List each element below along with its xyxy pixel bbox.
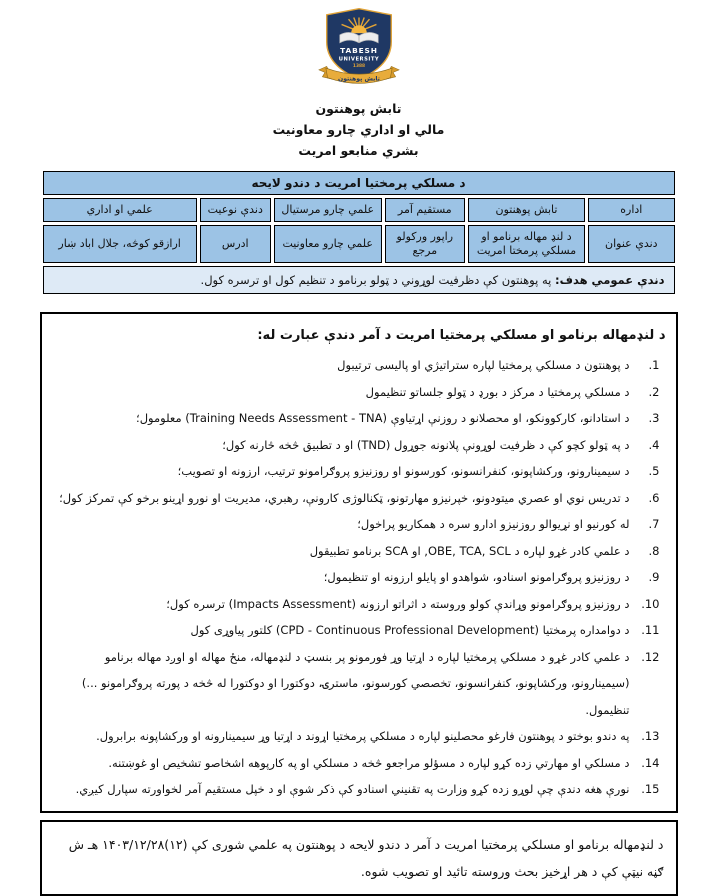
duty-text: د تدریس نوي او عصري میتودونو، خپرنیزو مهارتونو، ټکنالوژی کارونې، رهبري، مدیریت او نورو اړینو برخو کې تمرکز کول؛ (59, 490, 630, 505)
duty-item-13 (54, 723, 666, 750)
duty-text: د روزنیزو پروګرامونو اسنادو، شواهدو او پایلو ارزونه او تنظیمول؛ (323, 570, 630, 584)
duty-text: د سیمینارونو، ورکشاپونو، کنفرانسونو، کورسونو او روزنیزو پروګرامونو ترتیب، ارزونه او تصویب؛ (177, 464, 630, 478)
job-info-table (40, 168, 678, 297)
value-direct-supervisor: علمي چارو مرستیال (274, 198, 382, 222)
duty-text: د روزنیزو پروګرامونو وړاندې کولو وروسته د اثراتو ارزونه (Impacts Assessment) ترسره کول؛ (166, 596, 630, 611)
duty-item-2 (54, 379, 666, 406)
duty-number: 7. (648, 517, 660, 531)
value-reporting-authority: علمي چارو معاونیت (274, 225, 382, 263)
table-title: د مسلکي پرمختیا امریت د دندو لایحه (43, 171, 675, 195)
duty-number: 1. (648, 358, 660, 372)
org-line-deputy: مالي او اداري چارو معاونیت (272, 122, 445, 137)
duties-heading: د لنډمهاله برنامو او مسلکي پرمختیا امریت د آمر دندې عبارت له: (257, 328, 666, 343)
value-job-title: د لنډ مهاله برنامو او مسلکي پرمختا امریت (468, 225, 585, 263)
duty-text: د مسلکي پرمختیا د مرکز د بورډ د ټولو جلساتو تنظیمول (365, 384, 630, 399)
duty-text: د دوامداره پرمختیا (CPD - Continuous Professional Development) کلتور پیاوړی کول (190, 623, 630, 637)
label-job-title: دندې عنوان (588, 225, 674, 263)
university-logo (0, 0, 717, 89)
duty-number: 6. (648, 490, 660, 505)
org-line-university: تابش پوهنتون (315, 101, 402, 116)
approval-text: د لنډمهاله برنامو او مسلکي پرمختیا امریت د آمر د دندو لایحه د پوهنتون په علمي شوری کې (۱۲)۱۴۰۳/۱۲/۲۸ هـ ش ګڼه نیټې کې د هر اړخیز بحث وروسته تائید او تصویب شوه. (68, 836, 664, 879)
duty-text: د استادانو، کارکوونکو، او محصلانو د روزنې اړتیاوې (Training Needs Assessment - TNA) معلومول؛ (136, 411, 630, 425)
duty-item-9 (54, 564, 666, 591)
org-line-hr-directorate: بشري منابعو امریت (298, 143, 419, 158)
org-header (0, 98, 717, 161)
duty-number: 2. (648, 384, 660, 399)
objective-text: په پوهنتون کې دظرفیت لوړوني د ټولو برنامو د تنظیم کول او ترسره کول. (200, 273, 555, 287)
duty-item-3 (54, 405, 666, 432)
duty-number: 9. (648, 570, 660, 584)
duty-item-12 (54, 644, 666, 724)
logo-name-line1: TABESH (339, 46, 378, 56)
logo-name-line2: UNIVERSITY (338, 56, 379, 63)
duty-item-7 (54, 511, 666, 538)
duty-text: د پوهنتون د مسلکي پرمختیا لپاره ستراتیژي او پالیسی ترتیبول (337, 358, 630, 372)
duty-number: 15. (641, 782, 660, 796)
label-job-type: دندې نوعیت (200, 198, 271, 222)
duty-text: د مسلکي او مهارتي زده کړو لپاره د مسؤلو مراجعو څخه د مسلکي او په کارپوهه اشخاصو تشخیص او غوښتنه. (108, 755, 630, 770)
job-general-objective (43, 266, 675, 294)
label-address: ادرس (200, 225, 271, 263)
duty-item-15 (54, 776, 666, 803)
duty-text: د علمي کادر غړو لپاره د OBE, TCA, SCL, او SCA برنامو تطبیقول (309, 543, 630, 558)
duty-number: 4. (648, 437, 660, 452)
duty-text: له کورنیو او نړیوالو روزنیزو ادارو سره د همکاریو پراخول؛ (357, 517, 630, 531)
objective-label: دندې عمومي هدف: (554, 273, 665, 287)
duty-item-11 (54, 617, 666, 644)
duty-number: 13. (641, 729, 660, 743)
duties-section (40, 312, 678, 813)
duty-item-14 (54, 750, 666, 777)
duty-item-1 (54, 352, 666, 379)
duty-number: 5. (648, 464, 660, 478)
value-department: تابش پوهنتون (468, 198, 585, 222)
value-job-type: علمي او اداري (43, 198, 197, 222)
duty-item-4 (54, 432, 666, 459)
duty-number: 8. (648, 543, 660, 558)
duty-item-8 (54, 538, 666, 565)
duty-text: د په ټولو کچو کې د ظرفیت لوړونې پلانونه جوړول (TND) او د تطبیق څخه څارنه کول؛ (222, 437, 630, 452)
logo-year: 1388 (352, 64, 365, 70)
duty-text: د علمي کادر غړو د مسلکي پرمختیا لپاره د اړتیا وړ فورمونو پر بنسټ د لنډمهاله، منځ مهاله او اوږد مهاله برنامو (سیمینارونو، ورکشاپونو، کنفرانسونو، تخصصي کورسونو، ماسترۍ، دوکتورا او دوکتورا له څخه د پورته پروګرامونو ...) تنظیمول. (81, 649, 630, 717)
duty-text: په دندو بوختو د پوهنتون فارغو محصلینو لپاره د مسلکي پرمختیا اړوند د اړتیا وړ سیمینارونه او ورکشاپونه برابرول. (96, 729, 630, 743)
duty-number: 3. (648, 411, 660, 425)
duty-number: 12. (641, 649, 660, 664)
label-reporting-authority: راپور ورکولو مرجع (385, 225, 465, 263)
duty-item-10 (54, 591, 666, 618)
duty-number: 10. (641, 596, 660, 611)
value-address: ارازقو کوڅه، جلال اباد ښار (43, 225, 197, 263)
duty-number: 11. (641, 623, 660, 637)
duty-text: نورې هغه دندې چې لوړو زده کړو وزارت په تقنیني اسنادو کې ذکر شوې او د خپل مستقیم آمر لخواورته سپارل کیږي. (75, 782, 630, 796)
approval-statement (40, 820, 678, 896)
logo-banner-text: تابش پوهنتون (337, 75, 380, 83)
label-direct-supervisor: مستقیم آمر (385, 198, 465, 222)
duty-number: 14. (641, 755, 660, 770)
label-department: اداره (588, 198, 674, 222)
tabesh-shield-emblem (315, 7, 403, 89)
duty-item-5 (54, 458, 666, 485)
duty-item-6 (54, 485, 666, 512)
